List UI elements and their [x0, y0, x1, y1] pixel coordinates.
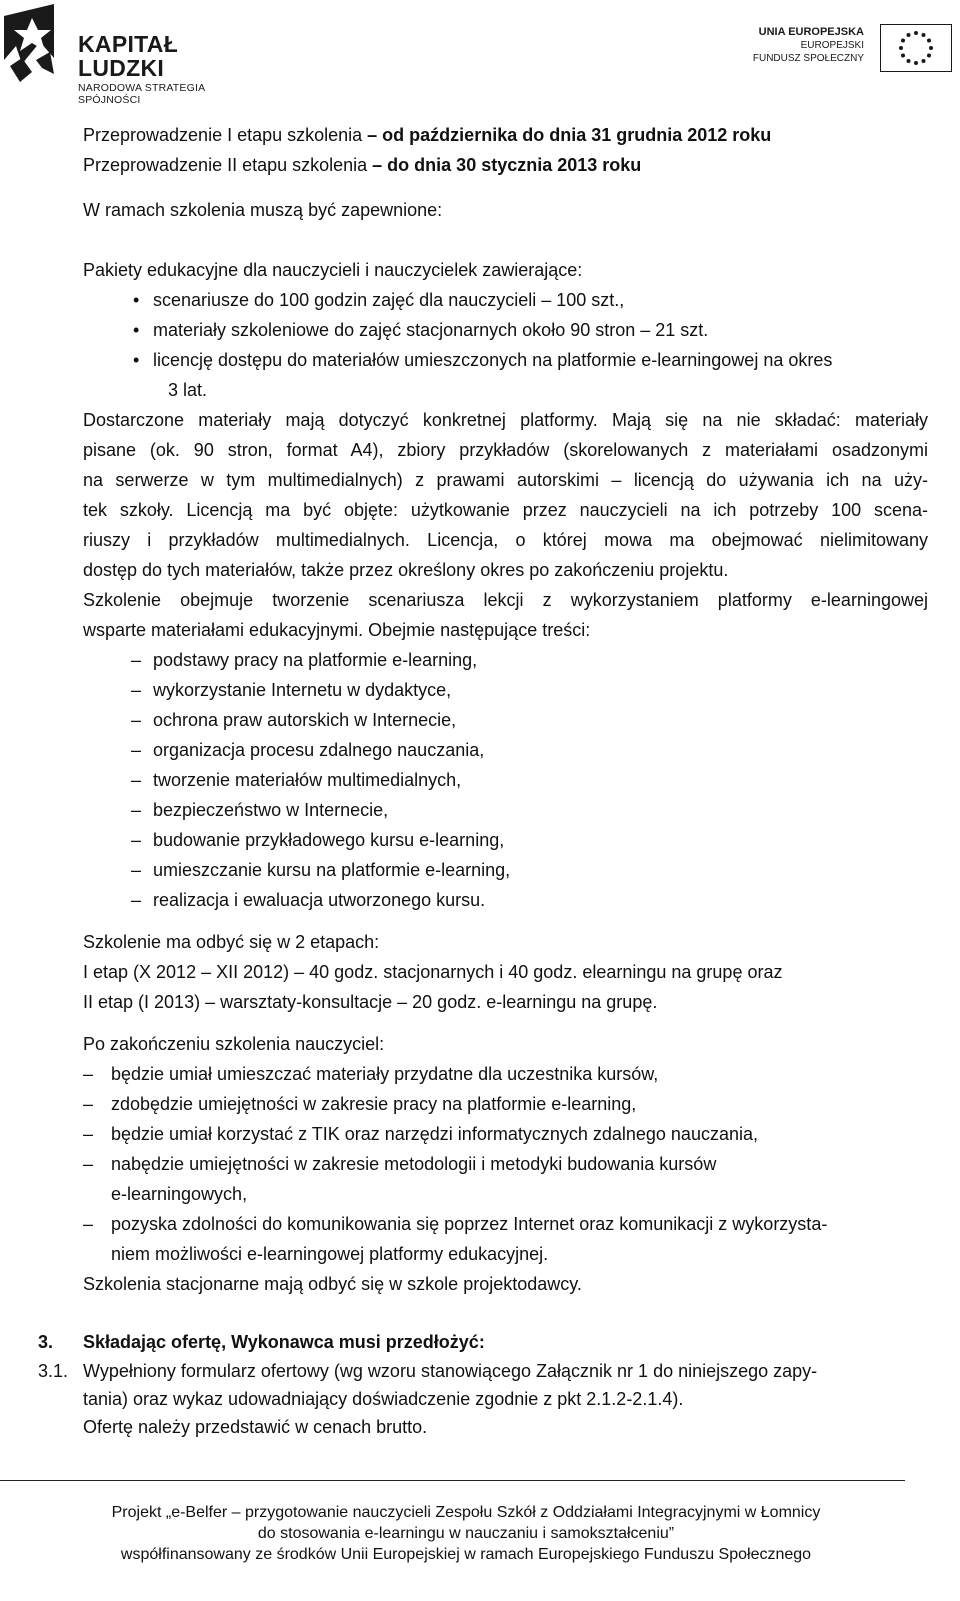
list-item — [83, 885, 928, 915]
dash-icon: – — [131, 800, 142, 820]
list-item-text: będzie umiał umieszczać materiały przydatne dla uczestnika kursów, — [111, 1064, 659, 1084]
dash-icon: – — [131, 680, 142, 700]
kapital-ludzki-star-icon — [2, 2, 72, 88]
paragraph-line: Dostarczone materiały mają dotyczyć konkretnej platformy. Mają się na nie składać: materiały — [83, 410, 928, 430]
page-footer — [0, 1502, 932, 1565]
list-item-text: ochrona praw autorskich w Internecie, — [153, 710, 457, 730]
list-item-text: zdobędzie umiejętności w zakresie pracy na platformie e-learning, — [111, 1094, 637, 1114]
dash-icon: – — [83, 1064, 94, 1084]
ue-line3: FUNDUSZ SPOŁECZNY — [752, 53, 864, 64]
topics-list — [83, 645, 928, 915]
kl-title: KAPITAŁ LUDZKI — [78, 31, 179, 81]
subsection-line: Wypełniony formularz ofertowy (wg wzoru stanowiącego Załącznik nr 1 do niniejszego zapy- — [83, 1361, 818, 1381]
list-item — [83, 645, 928, 675]
stage2-dates: – do dnia 30 stycznia 2013 roku — [372, 155, 642, 175]
list-item-text: podstawy pracy na platformie e-learning, — [153, 650, 478, 670]
list-item-text: budowanie przykładowego kursu e-learning, — [153, 830, 505, 850]
list-item — [83, 1209, 928, 1239]
dash-icon: – — [83, 1154, 94, 1174]
footer-line: do stosowania e-learningu w nauczaniu i samokształceniu” — [257, 1525, 675, 1542]
stages-heading: Szkolenie ma odbyć się w 2 etapach: — [83, 932, 380, 952]
list-item — [83, 855, 928, 885]
package-item-text: materiały szkoleniowe do zajęć stacjonarnych około 90 stron – 21 szt. — [153, 320, 709, 340]
ensured-line: W ramach szkolenia muszą być zapewnione: — [83, 200, 443, 220]
list-item-continuation: niem możliwości e-learningowej platformy edukacyjnej. — [111, 1244, 549, 1264]
package-item — [83, 345, 928, 375]
list-item — [83, 705, 928, 735]
stage1-line — [83, 120, 928, 150]
dash-icon: – — [131, 770, 142, 790]
eu-logo — [747, 12, 952, 72]
ue-line1: UNIA EUROPEJSKA — [758, 26, 864, 38]
footer-line: Projekt „e-Belfer – przygotowanie nauczycieli Zespołu Szkół z Oddziałami Integracyjnymi w Łomnicy — [111, 1504, 821, 1521]
dash-icon: – — [131, 710, 142, 730]
materials-paragraph — [83, 405, 928, 585]
subsection-number: 3.1. — [38, 1361, 69, 1381]
dash-icon: – — [131, 740, 142, 760]
kapital-ludzki-logo — [2, 2, 267, 106]
list-item — [83, 765, 928, 795]
stage2-prefix: Przeprowadzenie II etapu szkolenia — [83, 155, 373, 175]
stage-2-detail: II etap (I 2013) – warsztaty-konsultacje – 20 godz. e-learningu na grupę. — [83, 992, 658, 1012]
list-item — [83, 825, 928, 855]
package-item — [83, 315, 928, 345]
paragraph-line: Szkolenie obejmuje tworzenie scenariusza lekcji z wykorzystaniem platformy e-learningowej — [83, 590, 928, 610]
page-header — [0, 0, 960, 106]
list-item-continuation: e-learningowych, — [111, 1184, 248, 1204]
dash-icon: – — [83, 1214, 94, 1234]
stage-1-detail: I etap (X 2012 – XII 2012) – 40 godz. stacjonarnych i 40 godz. elearningu na grupę oraz — [83, 962, 783, 982]
paragraph-line: dostęp do tych materiałów, także przez określony okres po zakończeniu projektu. — [83, 560, 729, 580]
list-item-text: organizacja procesu zdalnego nauczania, — [153, 740, 485, 760]
list-item — [83, 675, 928, 705]
footer-line: współfinansowany ze środków Unii Europejskiej w ramach Europejskiego Funduszu Społecznego — [120, 1546, 812, 1563]
list-item — [83, 1089, 928, 1119]
stage1-dates: – od października do dnia 31 grudnia 2012 roku — [367, 125, 772, 145]
package-item-text: scenariusze do 100 godzin zajęć dla nauczycieli – 100 szt., — [153, 290, 625, 310]
list-item-text: umieszczanie kursu na platformie e-learning, — [153, 860, 511, 880]
list-item — [83, 1149, 928, 1179]
footer-divider — [0, 1480, 905, 1481]
list-item-text: bezpieczeństwo w Internecie, — [153, 800, 389, 820]
bullet-icon: • — [133, 350, 140, 370]
ue-line2: EUROPEJSKI — [800, 40, 864, 51]
package-item — [83, 285, 928, 315]
section-3-1 — [38, 1357, 928, 1441]
dash-icon: – — [131, 890, 142, 910]
subsection-line: tania) oraz wykaz udowadniający doświadczenie zgodnie z pkt 2.1.2-2.1.4). — [83, 1389, 684, 1409]
list-item-text: wykorzystanie Internetu w dydaktyce, — [153, 680, 452, 700]
list-item — [83, 795, 928, 825]
outcomes-list — [83, 1059, 928, 1269]
list-item — [83, 1119, 928, 1149]
list-item-text: tworzenie materiałów multimedialnych, — [153, 770, 462, 790]
bullet-icon: • — [133, 320, 140, 340]
list-item — [83, 1059, 928, 1089]
paragraph-line: riuszy i przykładów multimedialnych. Licencja, o której mowa ma obejmować nielimitowany — [83, 530, 928, 550]
paragraph-line: tek szkoły. Licencją ma być objęte: użytkowanie przez nauczycieli na ich potrzeby 100 scena- — [83, 500, 928, 520]
list-item-text: realizacja i ewaluacja utworzonego kursu. — [153, 890, 486, 910]
dash-icon: – — [131, 830, 142, 850]
section-number: 3. — [38, 1332, 54, 1352]
list-item-text: nabędzie umiejętności w zakresie metodologii i metodyki budowania kursów — [111, 1154, 717, 1174]
document-body — [38, 120, 928, 1441]
paragraph-line: pisane (ok. 90 stron, format A4), zbiory przykładów (skorelowanych z materiałami osadzonymi — [83, 440, 928, 460]
subsection-line: Ofertę należy przedstawić w cenach brutto. — [83, 1417, 428, 1437]
list-item — [83, 735, 928, 765]
paragraph-line: na serwerze w tym multimedialnych) z prawami autorskimi – licencją do używania ich na uży- — [83, 470, 928, 490]
outcomes-heading: Po zakończeniu szkolenia nauczyciel: — [83, 1034, 385, 1054]
dash-icon: – — [131, 650, 142, 670]
section-3-heading — [38, 1327, 928, 1357]
closing-line: Szkolenia stacjonarne mają odbyć się w szkole projektodawcy. — [83, 1274, 582, 1294]
package-item-continuation: 3 lat. — [168, 380, 208, 400]
dash-icon: – — [83, 1094, 94, 1114]
list-item-text: pozyska zdolności do komunikowania się poprzez Internet oraz komunikacji z wykorzysta- — [111, 1214, 828, 1234]
list-item-text: będzie umiał korzystać z TIK oraz narzędzi informatycznych zdalnego nauczania, — [111, 1124, 758, 1144]
section-title: Składając ofertę, Wykonawca musi przedłożyć: — [83, 1332, 485, 1352]
bullet-icon: • — [133, 290, 140, 310]
stage1-prefix: Przeprowadzenie I etapu szkolenia — [83, 125, 368, 145]
packages-heading: Pakiety edukacyjne dla nauczycieli i nauczycielek zawierające: — [83, 260, 583, 280]
kl-subtitle: NARODOWA STRATEGIA SPÓJNOŚCI — [78, 82, 205, 106]
training-paragraph — [83, 585, 928, 645]
package-item-text: licencję dostępu do materiałów umieszczonych na platformie e-learningowej na okres — [153, 350, 833, 370]
stage2-line — [83, 150, 928, 180]
eu-flag-icon — [880, 24, 952, 72]
dash-icon: – — [131, 860, 142, 880]
paragraph-line: wsparte materiałami edukacyjnymi. Obejmie następujące treści: — [83, 620, 591, 640]
dash-icon: – — [83, 1124, 94, 1144]
